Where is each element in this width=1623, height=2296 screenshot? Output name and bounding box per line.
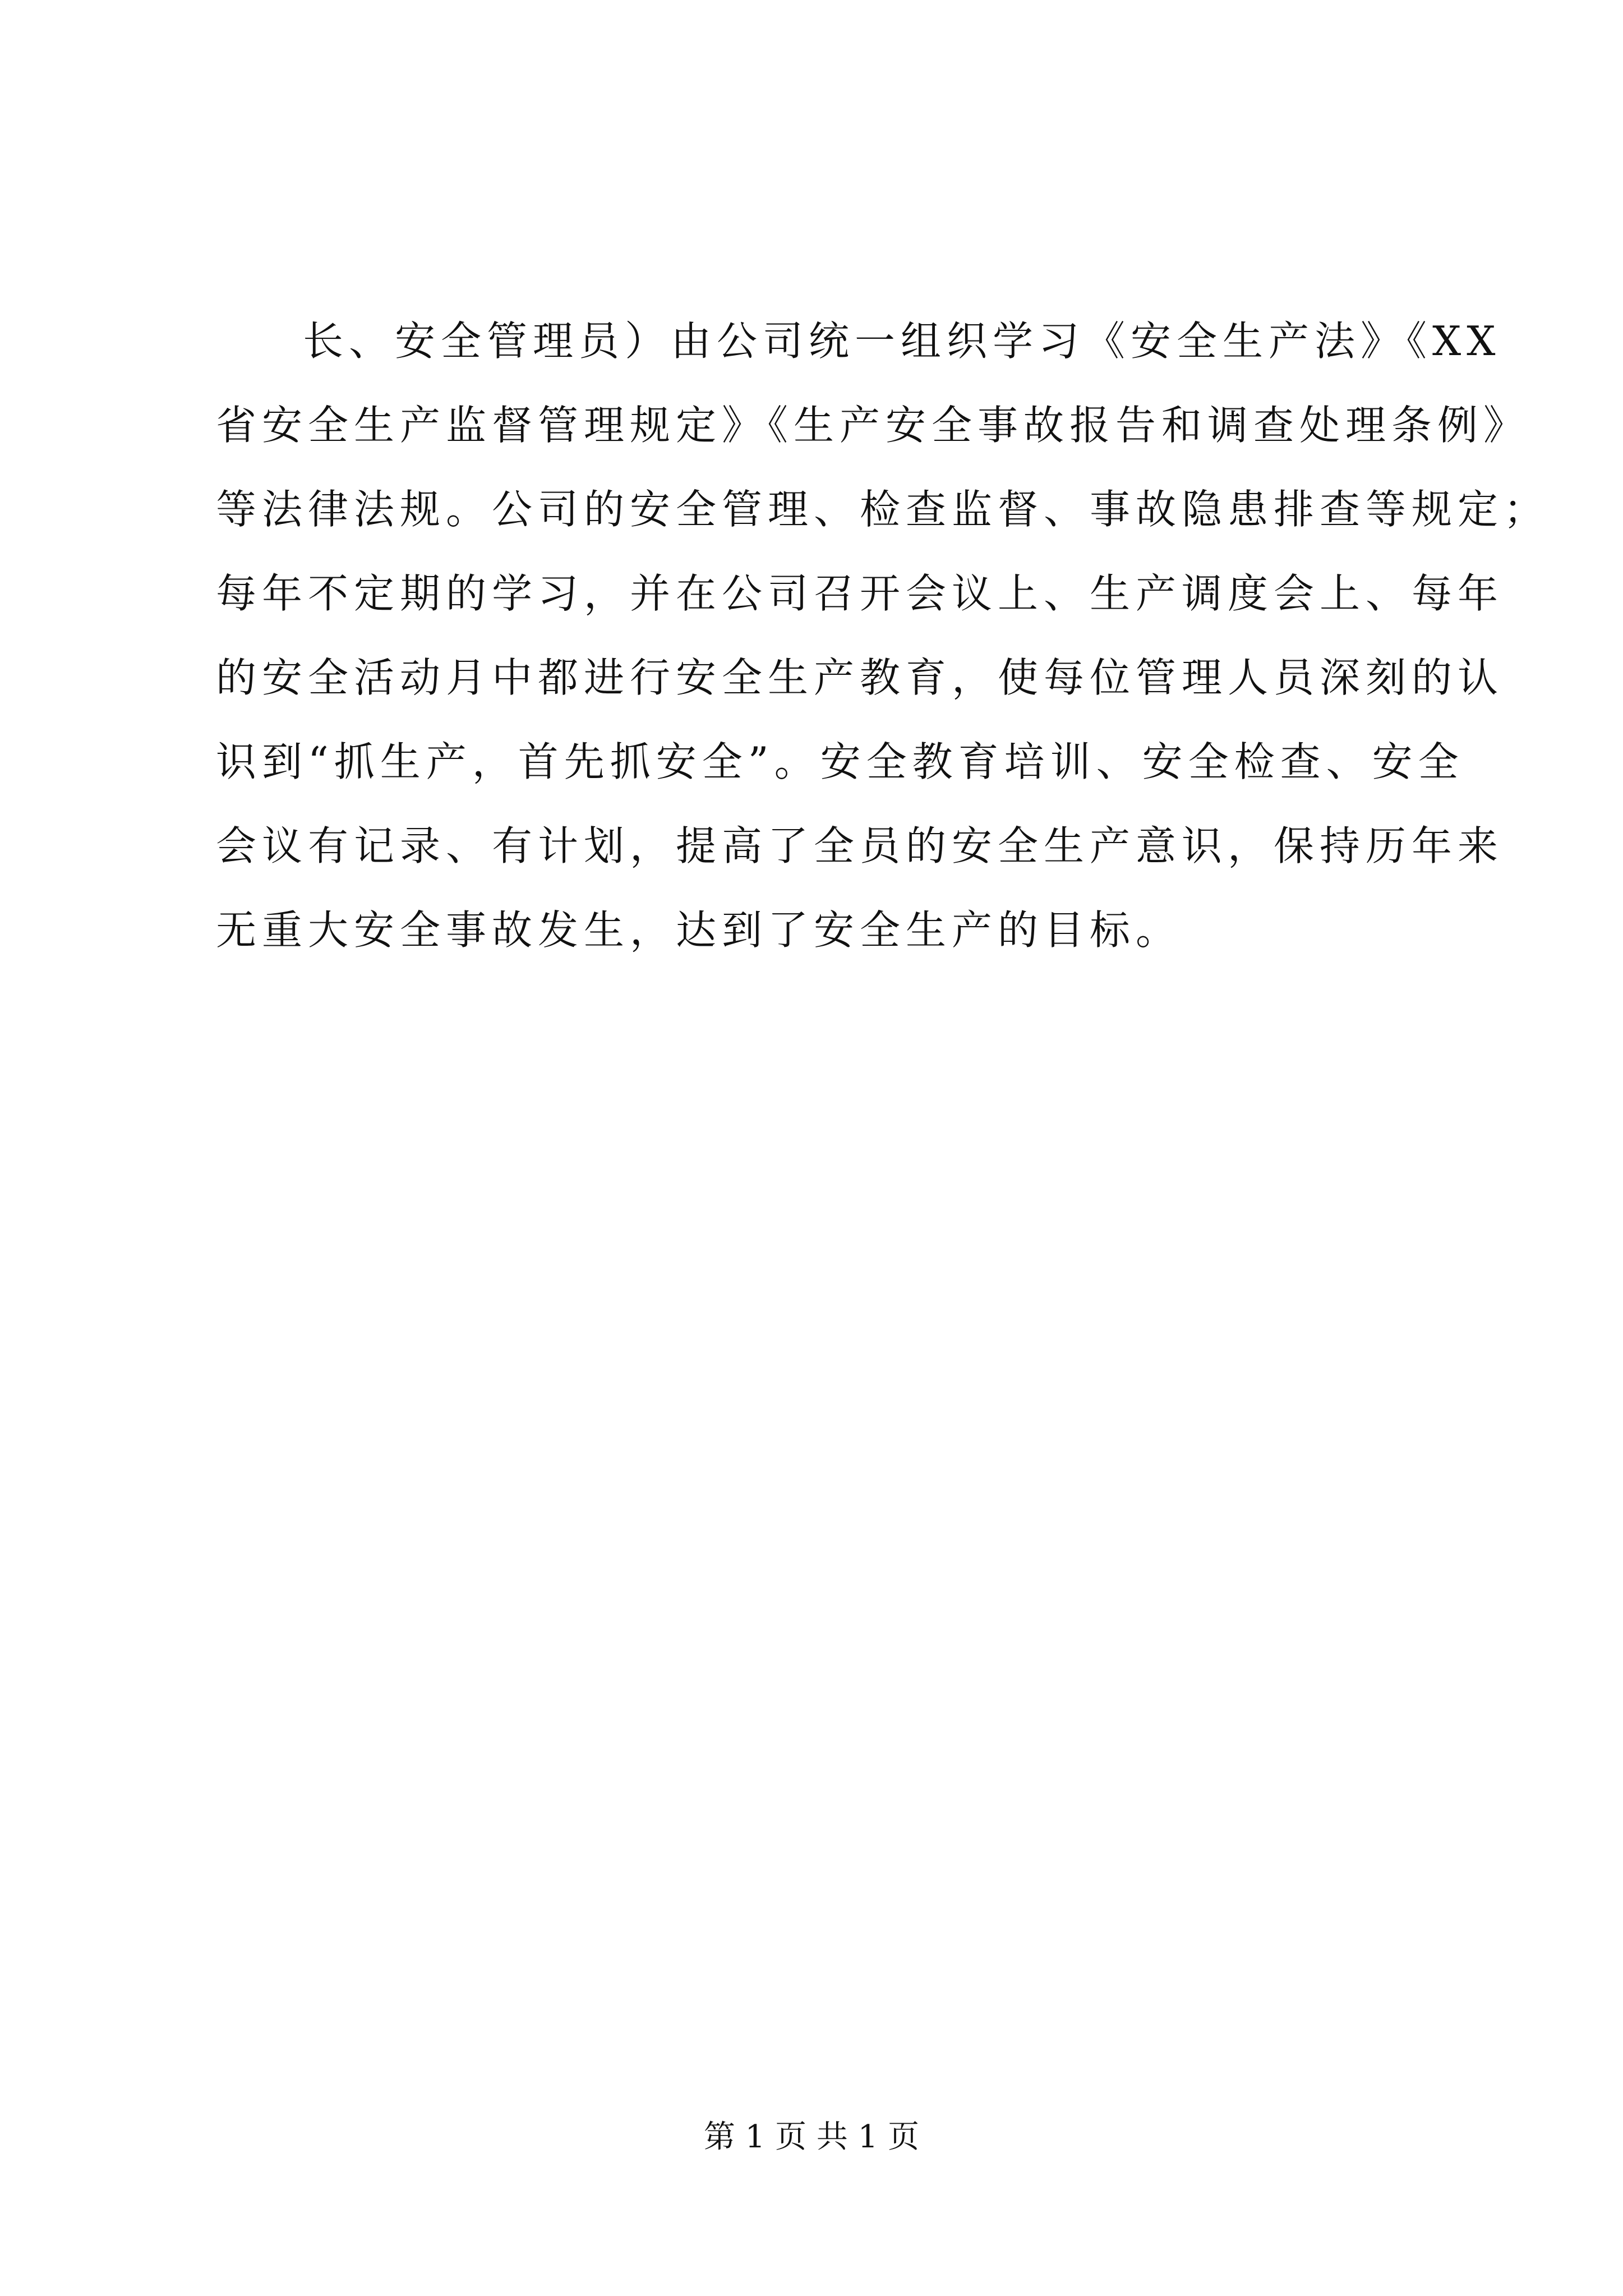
body-text — [0, 0, 1623, 1010]
page-number: 第 1 页 共 1 页 — [703, 2119, 920, 2155]
text-line: 的安全活动月中都进行安全生产教育，使每位管理人员深刻的认 — [216, 654, 1504, 701]
text-line: 等法律法规。公司的安全管理、检查监督、事故隐患排查等规定； — [216, 486, 1550, 533]
text-line: 长、安全管理员）由公司统一组织学习《安全生产法》《XX — [303, 318, 1501, 365]
text-line: 每年不定期的学习，并在公司召开会议上、生产调度会上、每年 — [216, 570, 1504, 617]
text-line: 无重大安全事故发生，达到了安全生产的目标。 — [216, 907, 1182, 954]
page-footer — [0, 2109, 1623, 2165]
text-line: 识到“抓生产，首先抓安全”。安全教育培训、安全检查、安全 — [216, 738, 1464, 785]
text-line: 会议有记录、有计划，提高了全员的安全生产意识，保持历年来 — [216, 822, 1504, 869]
text-line: 省安全生产监督管理规定》《生产安全事故报告和调查处理条例》 — [216, 402, 1530, 449]
